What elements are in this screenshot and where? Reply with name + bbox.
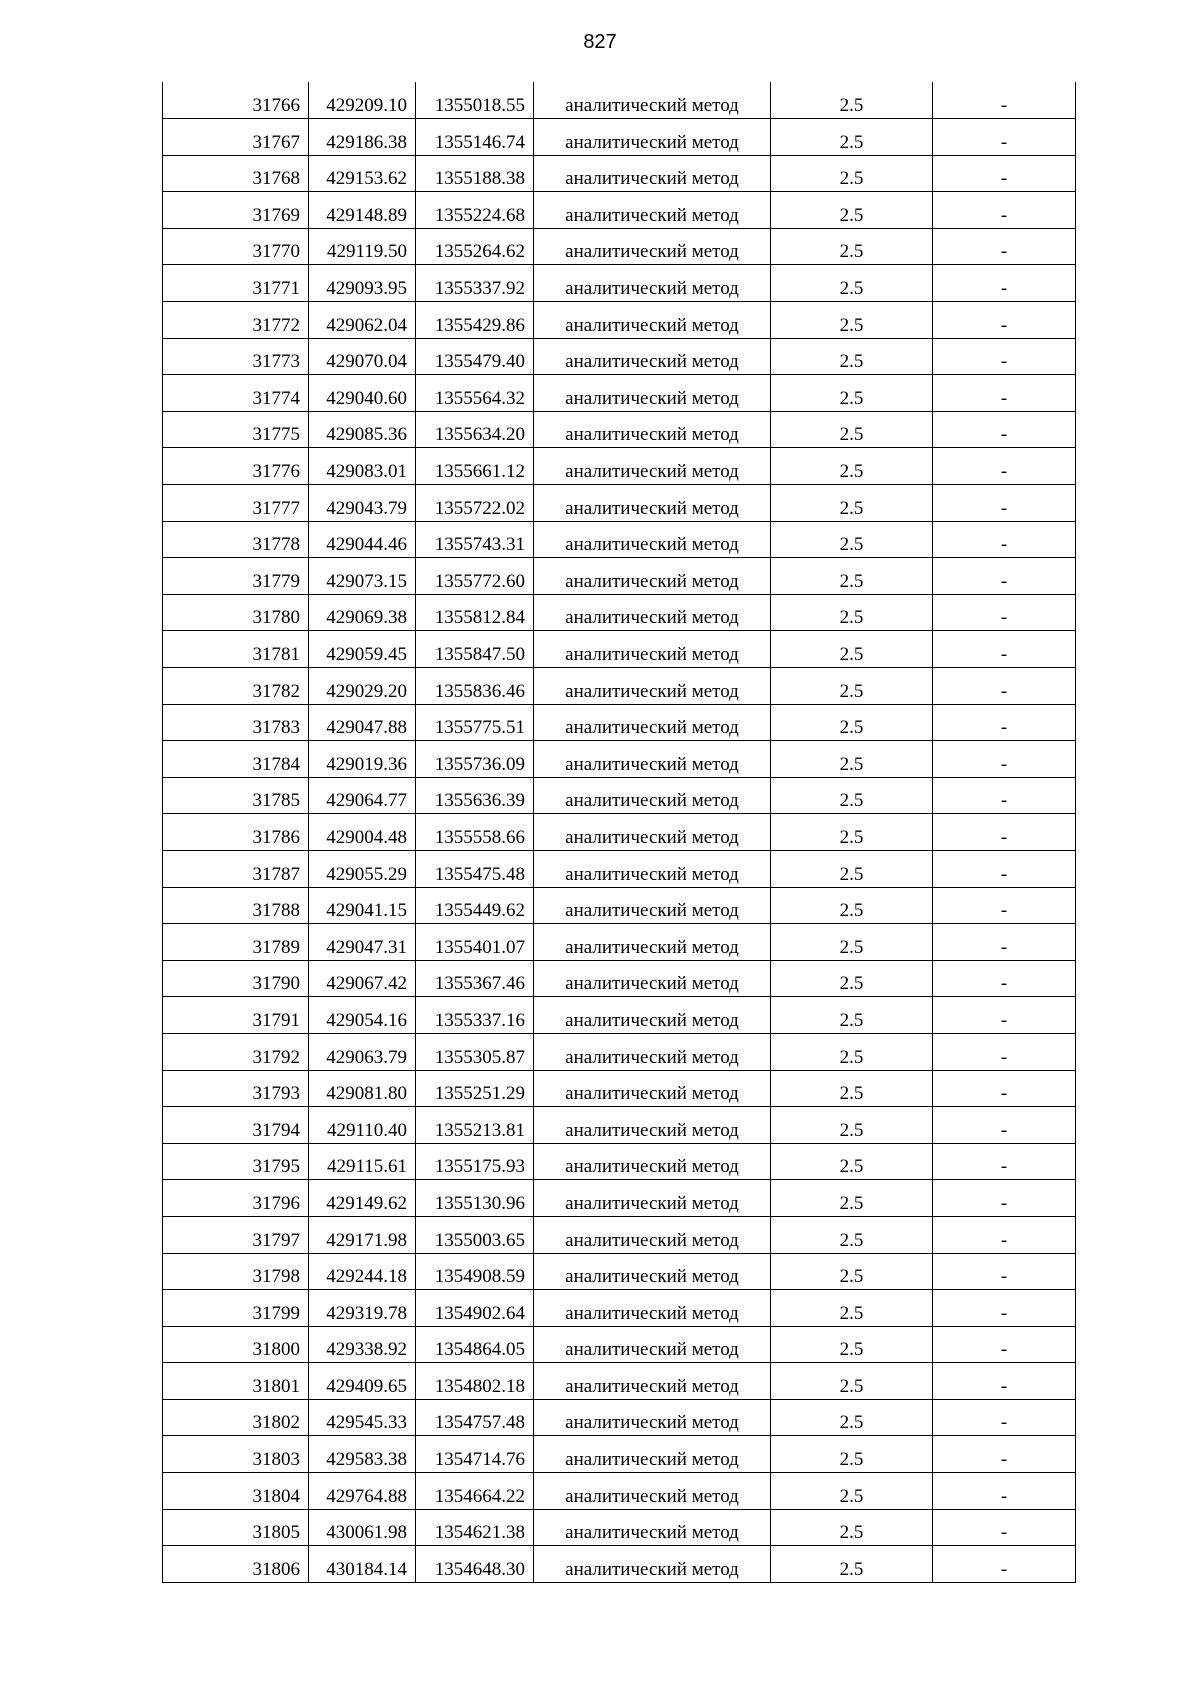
method-cell: аналитический метод <box>534 265 771 302</box>
point-number-cell: 31792 <box>163 1033 309 1070</box>
x-coordinate-cell: 429244.18 <box>309 1253 416 1290</box>
method-cell: аналитический метод <box>534 704 771 741</box>
accuracy-cell: 2.5 <box>771 850 933 887</box>
x-coordinate-cell: 429148.89 <box>309 192 416 229</box>
note-cell: - <box>933 887 1076 924</box>
note-cell: - <box>933 1143 1076 1180</box>
y-coordinate-cell: 1354902.64 <box>416 1290 534 1327</box>
accuracy-cell: 2.5 <box>771 1033 933 1070</box>
note-cell: - <box>933 777 1076 814</box>
point-number-cell: 31799 <box>163 1290 309 1327</box>
table-row <box>163 1399 1076 1436</box>
y-coordinate-cell: 1355264.62 <box>416 228 534 265</box>
table-row <box>163 924 1076 961</box>
note-cell: - <box>933 1107 1076 1144</box>
x-coordinate-cell: 429019.36 <box>309 741 416 778</box>
note-cell: - <box>933 668 1076 705</box>
point-number-cell: 31785 <box>163 777 309 814</box>
note-cell: - <box>933 997 1076 1034</box>
table-row <box>163 265 1076 302</box>
note-cell: - <box>933 1253 1076 1290</box>
coordinates-table-body <box>163 82 1076 1582</box>
x-coordinate-cell: 429044.46 <box>309 521 416 558</box>
method-cell: аналитический метод <box>534 668 771 705</box>
x-coordinate-cell: 429069.38 <box>309 594 416 631</box>
accuracy-cell: 2.5 <box>771 1509 933 1546</box>
method-cell: аналитический метод <box>534 82 771 119</box>
note-cell: - <box>933 485 1076 522</box>
method-cell: аналитический метод <box>534 1180 771 1217</box>
method-cell: аналитический метод <box>534 1436 771 1473</box>
x-coordinate-cell: 429764.88 <box>309 1473 416 1510</box>
y-coordinate-cell: 1355636.39 <box>416 777 534 814</box>
point-number-cell: 31798 <box>163 1253 309 1290</box>
table-row <box>163 119 1076 156</box>
table-row <box>163 192 1076 229</box>
accuracy-cell: 2.5 <box>771 1546 933 1583</box>
method-cell: аналитический метод <box>534 521 771 558</box>
point-number-cell: 31780 <box>163 594 309 631</box>
method-cell: аналитический метод <box>534 119 771 156</box>
table-row <box>163 1509 1076 1546</box>
accuracy-cell: 2.5 <box>771 1070 933 1107</box>
y-coordinate-cell: 1354802.18 <box>416 1363 534 1400</box>
point-number-cell: 31782 <box>163 668 309 705</box>
point-number-cell: 31796 <box>163 1180 309 1217</box>
table-row <box>163 594 1076 631</box>
point-number-cell: 31802 <box>163 1399 309 1436</box>
method-cell: аналитический метод <box>534 1326 771 1363</box>
point-number-cell: 31774 <box>163 375 309 412</box>
x-coordinate-cell: 429149.62 <box>309 1180 416 1217</box>
note-cell: - <box>933 228 1076 265</box>
method-cell: аналитический метод <box>534 997 771 1034</box>
point-number-cell: 31789 <box>163 924 309 961</box>
y-coordinate-cell: 1355305.87 <box>416 1033 534 1070</box>
x-coordinate-cell: 429073.15 <box>309 558 416 595</box>
x-coordinate-cell: 429054.16 <box>309 997 416 1034</box>
y-coordinate-cell: 1355449.62 <box>416 887 534 924</box>
method-cell: аналитический метод <box>534 448 771 485</box>
note-cell: - <box>933 1399 1076 1436</box>
method-cell: аналитический метод <box>534 1473 771 1510</box>
note-cell: - <box>933 155 1076 192</box>
accuracy-cell: 2.5 <box>771 155 933 192</box>
point-number-cell: 31769 <box>163 192 309 229</box>
accuracy-cell: 2.5 <box>771 777 933 814</box>
note-cell: - <box>933 960 1076 997</box>
method-cell: аналитический метод <box>534 741 771 778</box>
accuracy-cell: 2.5 <box>771 411 933 448</box>
method-cell: аналитический метод <box>534 338 771 375</box>
note-cell: - <box>933 448 1076 485</box>
method-cell: аналитический метод <box>534 192 771 229</box>
x-coordinate-cell: 430184.14 <box>309 1546 416 1583</box>
x-coordinate-cell: 429081.80 <box>309 1070 416 1107</box>
note-cell: - <box>933 1546 1076 1583</box>
accuracy-cell: 2.5 <box>771 228 933 265</box>
table-row <box>163 1436 1076 1473</box>
x-coordinate-cell: 429062.04 <box>309 302 416 339</box>
table-row <box>163 1326 1076 1363</box>
accuracy-cell: 2.5 <box>771 1326 933 1363</box>
accuracy-cell: 2.5 <box>771 302 933 339</box>
note-cell: - <box>933 594 1076 631</box>
note-cell: - <box>933 1473 1076 1510</box>
table-row <box>163 558 1076 595</box>
y-coordinate-cell: 1355836.46 <box>416 668 534 705</box>
method-cell: аналитический метод <box>534 375 771 412</box>
note-cell: - <box>933 1033 1076 1070</box>
x-coordinate-cell: 429093.95 <box>309 265 416 302</box>
accuracy-cell: 2.5 <box>771 521 933 558</box>
y-coordinate-cell: 1355175.93 <box>416 1143 534 1180</box>
y-coordinate-cell: 1355188.38 <box>416 155 534 192</box>
y-coordinate-cell: 1354648.30 <box>416 1546 534 1583</box>
x-coordinate-cell: 429171.98 <box>309 1216 416 1253</box>
point-number-cell: 31786 <box>163 814 309 851</box>
accuracy-cell: 2.5 <box>771 448 933 485</box>
x-coordinate-cell: 429409.65 <box>309 1363 416 1400</box>
note-cell: - <box>933 1180 1076 1217</box>
coordinates-table <box>162 82 1076 1583</box>
y-coordinate-cell: 1355722.02 <box>416 485 534 522</box>
note-cell: - <box>933 411 1076 448</box>
note-cell: - <box>933 631 1076 668</box>
note-cell: - <box>933 1216 1076 1253</box>
accuracy-cell: 2.5 <box>771 887 933 924</box>
accuracy-cell: 2.5 <box>771 814 933 851</box>
note-cell: - <box>933 924 1076 961</box>
method-cell: аналитический метод <box>534 1143 771 1180</box>
table-row <box>163 741 1076 778</box>
method-cell: аналитический метод <box>534 1546 771 1583</box>
y-coordinate-cell: 1354714.76 <box>416 1436 534 1473</box>
note-cell: - <box>933 814 1076 851</box>
point-number-cell: 31773 <box>163 338 309 375</box>
table-row <box>163 1143 1076 1180</box>
point-number-cell: 31804 <box>163 1473 309 1510</box>
method-cell: аналитический метод <box>534 1399 771 1436</box>
table-row <box>163 228 1076 265</box>
y-coordinate-cell: 1355743.31 <box>416 521 534 558</box>
table-row <box>163 485 1076 522</box>
point-number-cell: 31800 <box>163 1326 309 1363</box>
x-coordinate-cell: 429209.10 <box>309 82 416 119</box>
y-coordinate-cell: 1355812.84 <box>416 594 534 631</box>
table-row <box>163 1290 1076 1327</box>
method-cell: аналитический метод <box>534 302 771 339</box>
table-row <box>163 704 1076 741</box>
y-coordinate-cell: 1355401.07 <box>416 924 534 961</box>
accuracy-cell: 2.5 <box>771 375 933 412</box>
table-row <box>163 814 1076 851</box>
accuracy-cell: 2.5 <box>771 1436 933 1473</box>
method-cell: аналитический метод <box>534 228 771 265</box>
x-coordinate-cell: 429004.48 <box>309 814 416 851</box>
note-cell: - <box>933 850 1076 887</box>
table-row <box>163 1216 1076 1253</box>
accuracy-cell: 2.5 <box>771 631 933 668</box>
y-coordinate-cell: 1355661.12 <box>416 448 534 485</box>
table-row <box>163 302 1076 339</box>
y-coordinate-cell: 1355772.60 <box>416 558 534 595</box>
accuracy-cell: 2.5 <box>771 338 933 375</box>
method-cell: аналитический метод <box>534 814 771 851</box>
table-row <box>163 631 1076 668</box>
y-coordinate-cell: 1354908.59 <box>416 1253 534 1290</box>
accuracy-cell: 2.5 <box>771 1290 933 1327</box>
point-number-cell: 31803 <box>163 1436 309 1473</box>
method-cell: аналитический метод <box>534 1253 771 1290</box>
y-coordinate-cell: 1355251.29 <box>416 1070 534 1107</box>
point-number-cell: 31794 <box>163 1107 309 1144</box>
table-row <box>163 375 1076 412</box>
y-coordinate-cell: 1355130.96 <box>416 1180 534 1217</box>
y-coordinate-cell: 1354621.38 <box>416 1509 534 1546</box>
y-coordinate-cell: 1355018.55 <box>416 82 534 119</box>
x-coordinate-cell: 429047.88 <box>309 704 416 741</box>
accuracy-cell: 2.5 <box>771 1363 933 1400</box>
point-number-cell: 31770 <box>163 228 309 265</box>
x-coordinate-cell: 430061.98 <box>309 1509 416 1546</box>
table-row <box>163 960 1076 997</box>
accuracy-cell: 2.5 <box>771 997 933 1034</box>
y-coordinate-cell: 1355367.46 <box>416 960 534 997</box>
accuracy-cell: 2.5 <box>771 1107 933 1144</box>
y-coordinate-cell: 1355337.16 <box>416 997 534 1034</box>
table-row <box>163 887 1076 924</box>
table-row <box>163 668 1076 705</box>
page-number: 827 <box>583 31 617 53</box>
method-cell: аналитический метод <box>534 850 771 887</box>
point-number-cell: 31790 <box>163 960 309 997</box>
method-cell: аналитический метод <box>534 631 771 668</box>
table-row <box>163 777 1076 814</box>
point-number-cell: 31787 <box>163 850 309 887</box>
accuracy-cell: 2.5 <box>771 558 933 595</box>
y-coordinate-cell: 1355337.92 <box>416 265 534 302</box>
accuracy-cell: 2.5 <box>771 485 933 522</box>
y-coordinate-cell: 1355775.51 <box>416 704 534 741</box>
point-number-cell: 31772 <box>163 302 309 339</box>
note-cell: - <box>933 1070 1076 1107</box>
point-number-cell: 31797 <box>163 1216 309 1253</box>
point-number-cell: 31805 <box>163 1509 309 1546</box>
accuracy-cell: 2.5 <box>771 960 933 997</box>
point-number-cell: 31768 <box>163 155 309 192</box>
point-number-cell: 31795 <box>163 1143 309 1180</box>
accuracy-cell: 2.5 <box>771 704 933 741</box>
point-number-cell: 31781 <box>163 631 309 668</box>
note-cell: - <box>933 82 1076 119</box>
accuracy-cell: 2.5 <box>771 265 933 302</box>
note-cell: - <box>933 1509 1076 1546</box>
table-row <box>163 1107 1076 1144</box>
x-coordinate-cell: 429055.29 <box>309 850 416 887</box>
x-coordinate-cell: 429319.78 <box>309 1290 416 1327</box>
x-coordinate-cell: 429338.92 <box>309 1326 416 1363</box>
table-row <box>163 1546 1076 1583</box>
note-cell: - <box>933 1363 1076 1400</box>
x-coordinate-cell: 429047.31 <box>309 924 416 961</box>
point-number-cell: 31791 <box>163 997 309 1034</box>
accuracy-cell: 2.5 <box>771 1180 933 1217</box>
accuracy-cell: 2.5 <box>771 82 933 119</box>
y-coordinate-cell: 1355558.66 <box>416 814 534 851</box>
table-row <box>163 155 1076 192</box>
note-cell: - <box>933 1326 1076 1363</box>
table-row <box>163 1070 1076 1107</box>
point-number-cell: 31778 <box>163 521 309 558</box>
accuracy-cell: 2.5 <box>771 1253 933 1290</box>
x-coordinate-cell: 429070.04 <box>309 338 416 375</box>
y-coordinate-cell: 1355479.40 <box>416 338 534 375</box>
method-cell: аналитический метод <box>534 1216 771 1253</box>
y-coordinate-cell: 1354757.48 <box>416 1399 534 1436</box>
x-coordinate-cell: 429040.60 <box>309 375 416 412</box>
y-coordinate-cell: 1354664.22 <box>416 1473 534 1510</box>
method-cell: аналитический метод <box>534 411 771 448</box>
note-cell: - <box>933 704 1076 741</box>
x-coordinate-cell: 429545.33 <box>309 1399 416 1436</box>
note-cell: - <box>933 741 1076 778</box>
table-row <box>163 1473 1076 1510</box>
note-cell: - <box>933 1436 1076 1473</box>
table-row <box>163 411 1076 448</box>
point-number-cell: 31788 <box>163 887 309 924</box>
method-cell: аналитический метод <box>534 1070 771 1107</box>
table-row <box>163 82 1076 119</box>
note-cell: - <box>933 302 1076 339</box>
point-number-cell: 31775 <box>163 411 309 448</box>
method-cell: аналитический метод <box>534 777 771 814</box>
table-row <box>163 1363 1076 1400</box>
method-cell: аналитический метод <box>534 558 771 595</box>
y-coordinate-cell: 1355429.86 <box>416 302 534 339</box>
note-cell: - <box>933 521 1076 558</box>
y-coordinate-cell: 1355213.81 <box>416 1107 534 1144</box>
accuracy-cell: 2.5 <box>771 594 933 631</box>
table-row <box>163 1033 1076 1070</box>
note-cell: - <box>933 558 1076 595</box>
x-coordinate-cell: 429119.50 <box>309 228 416 265</box>
table-row <box>163 521 1076 558</box>
point-number-cell: 31793 <box>163 1070 309 1107</box>
y-coordinate-cell: 1355224.68 <box>416 192 534 229</box>
table-row <box>163 1253 1076 1290</box>
x-coordinate-cell: 429059.45 <box>309 631 416 668</box>
method-cell: аналитический метод <box>534 1033 771 1070</box>
point-number-cell: 31771 <box>163 265 309 302</box>
method-cell: аналитический метод <box>534 485 771 522</box>
y-coordinate-cell: 1354864.05 <box>416 1326 534 1363</box>
x-coordinate-cell: 429029.20 <box>309 668 416 705</box>
x-coordinate-cell: 429043.79 <box>309 485 416 522</box>
y-coordinate-cell: 1355564.32 <box>416 375 534 412</box>
note-cell: - <box>933 338 1076 375</box>
y-coordinate-cell: 1355003.65 <box>416 1216 534 1253</box>
accuracy-cell: 2.5 <box>771 1473 933 1510</box>
x-coordinate-cell: 429063.79 <box>309 1033 416 1070</box>
point-number-cell: 31783 <box>163 704 309 741</box>
accuracy-cell: 2.5 <box>771 741 933 778</box>
x-coordinate-cell: 429085.36 <box>309 411 416 448</box>
method-cell: аналитический метод <box>534 594 771 631</box>
method-cell: аналитический метод <box>534 155 771 192</box>
note-cell: - <box>933 1290 1076 1327</box>
x-coordinate-cell: 429115.61 <box>309 1143 416 1180</box>
table-row <box>163 448 1076 485</box>
point-number-cell: 31767 <box>163 119 309 156</box>
accuracy-cell: 2.5 <box>771 119 933 156</box>
x-coordinate-cell: 429153.62 <box>309 155 416 192</box>
y-coordinate-cell: 1355634.20 <box>416 411 534 448</box>
x-coordinate-cell: 429041.15 <box>309 887 416 924</box>
x-coordinate-cell: 429064.77 <box>309 777 416 814</box>
x-coordinate-cell: 429186.38 <box>309 119 416 156</box>
point-number-cell: 31766 <box>163 82 309 119</box>
table-row <box>163 997 1076 1034</box>
x-coordinate-cell: 429083.01 <box>309 448 416 485</box>
accuracy-cell: 2.5 <box>771 924 933 961</box>
note-cell: - <box>933 119 1076 156</box>
method-cell: аналитический метод <box>534 924 771 961</box>
accuracy-cell: 2.5 <box>771 668 933 705</box>
point-number-cell: 31784 <box>163 741 309 778</box>
method-cell: аналитический метод <box>534 1107 771 1144</box>
y-coordinate-cell: 1355146.74 <box>416 119 534 156</box>
accuracy-cell: 2.5 <box>771 1143 933 1180</box>
y-coordinate-cell: 1355736.09 <box>416 741 534 778</box>
method-cell: аналитический метод <box>534 887 771 924</box>
method-cell: аналитический метод <box>534 1363 771 1400</box>
x-coordinate-cell: 429067.42 <box>309 960 416 997</box>
method-cell: аналитический метод <box>534 960 771 997</box>
point-number-cell: 31806 <box>163 1546 309 1583</box>
point-number-cell: 31776 <box>163 448 309 485</box>
note-cell: - <box>933 265 1076 302</box>
x-coordinate-cell: 429110.40 <box>309 1107 416 1144</box>
x-coordinate-cell: 429583.38 <box>309 1436 416 1473</box>
accuracy-cell: 2.5 <box>771 1399 933 1436</box>
accuracy-cell: 2.5 <box>771 192 933 229</box>
method-cell: аналитический метод <box>534 1290 771 1327</box>
accuracy-cell: 2.5 <box>771 1216 933 1253</box>
point-number-cell: 31777 <box>163 485 309 522</box>
note-cell: - <box>933 375 1076 412</box>
table-row <box>163 850 1076 887</box>
table-row <box>163 338 1076 375</box>
point-number-cell: 31779 <box>163 558 309 595</box>
method-cell: аналитический метод <box>534 1509 771 1546</box>
point-number-cell: 31801 <box>163 1363 309 1400</box>
y-coordinate-cell: 1355847.50 <box>416 631 534 668</box>
y-coordinate-cell: 1355475.48 <box>416 850 534 887</box>
note-cell: - <box>933 192 1076 229</box>
table-row <box>163 1180 1076 1217</box>
